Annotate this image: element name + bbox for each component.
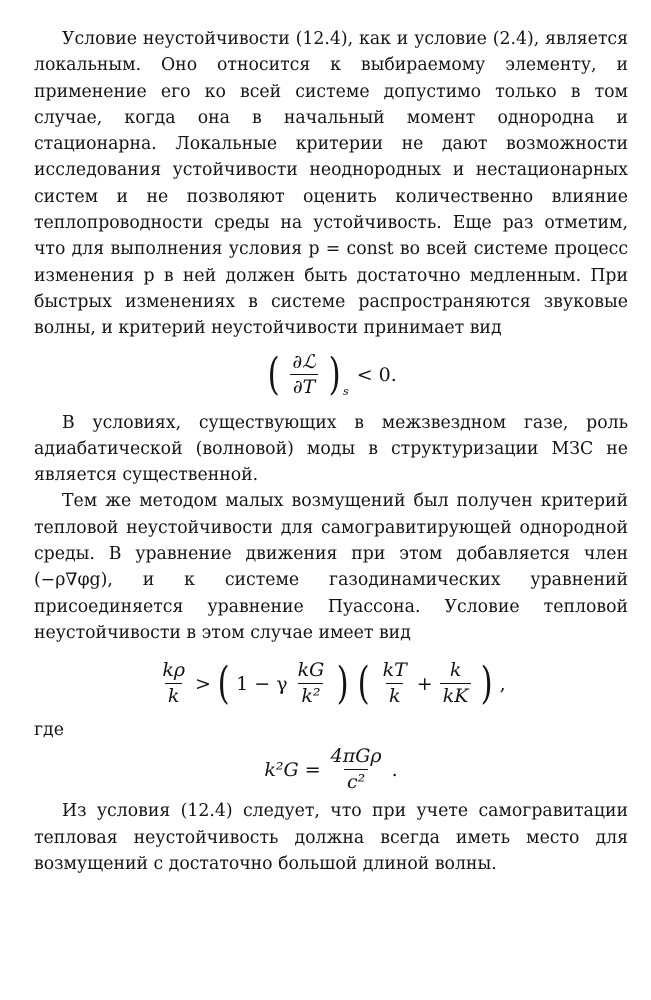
eq2-kK-fraction	[440, 660, 472, 707]
page	[34, 26, 628, 877]
equation-2	[34, 646, 628, 720]
eq1-open-paren: (	[267, 348, 280, 400]
where-label: где	[34, 720, 64, 741]
eq2-kG-denominator: k²	[298, 683, 323, 707]
eq2-paren-1-open: (	[217, 657, 230, 709]
eq2-lhs-fraction	[159, 660, 188, 707]
paragraph-4: Из условия (12.4) следует, что при учете самогравитации тепловая неустойчивость должна всегда иметь место для возмущений с достаточно большой длиной волны.	[34, 801, 628, 874]
eq2-tail: ,	[499, 672, 506, 695]
eq3-denominator: c²	[344, 769, 368, 793]
paragraph-2: В условиях, существующих в межзвездном газе, роль адиабатической (волновой) моды в структуризации МЗС не является существенной.	[34, 412, 628, 486]
eq2-kK-denominator: kK	[440, 683, 472, 707]
eq3-numerator: 4πGρ	[330, 745, 382, 768]
eq2-kK-numerator: k	[449, 659, 462, 682]
eq2-paren-1-close: )	[336, 657, 349, 709]
eq2-kT-fraction	[380, 660, 410, 707]
eq1-numerator: ∂ℒ	[292, 350, 316, 373]
eq1-close-paren: )	[328, 348, 341, 400]
eq1-denominator: ∂T	[290, 374, 319, 398]
eq2-lhs-numerator: kρ	[162, 659, 186, 682]
eq3-tail: .	[391, 758, 398, 781]
eq2-lhs-denominator: k	[165, 683, 183, 707]
eq1-subscript: s	[343, 385, 349, 399]
eq2-kT-numerator: kT	[382, 659, 407, 682]
eq2-paren-2-open: (	[358, 657, 371, 709]
eq2-kG-numerator: kG	[297, 659, 325, 682]
eq2-relation: >	[195, 672, 211, 695]
eq2-kT-denominator: k	[386, 683, 404, 707]
eq1-fraction	[289, 352, 319, 399]
paragraph-1: Условие неустойчивости (12.4), как и условие (2.4), является локальным. Оно относится к выбираемому элементу, и применение его ко всей системе допустимо только в том случае, когда она в начальный момент однородна и стационарна. Локальные критерии не дают возможности исследования устойчивости неоднородных и нестационарных систем и не позволяют оценить количественно влияние теплопроводности среды на устойчивость. Еще раз отметим, что для выполнения условия p = const во всей системе процесс изменения p в ней должен быть достаточно медленным. При быстрых изменениях в системе распространяются звуковые волны, и критерий неустойчивости принимает вид	[34, 29, 628, 339]
paragraph-3: Тем же методом малых возмущений был получен критерий тепловой неустойчивости для самогравитирующей однородной среды. В уравнение движения при этом добавляется член (−ρ∇φg), и к системе газодинамических уравнений присоединяется уравнение Пуассона. Условие тепловой неустойчивости в этом случае имеет вид	[34, 491, 628, 643]
eq2-plus: +	[416, 672, 433, 695]
eq2-paren-2-close: )	[481, 657, 494, 709]
eq2-kG-fraction	[295, 660, 328, 707]
eq3-fraction	[328, 746, 385, 793]
equation-1	[34, 342, 628, 410]
eq2-one-minus-gamma: 1 − γ	[236, 672, 288, 695]
equation-3	[34, 740, 628, 798]
eq1-relation: < 0.	[356, 363, 397, 386]
eq3-lhs: k²G =	[264, 758, 321, 781]
